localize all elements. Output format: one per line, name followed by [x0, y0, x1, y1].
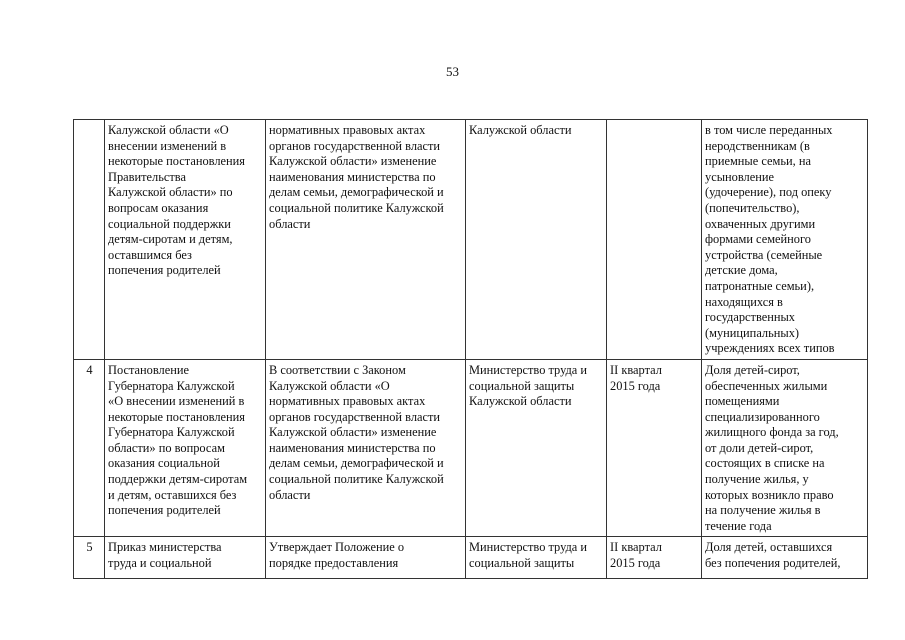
cell-line: социальной защиты — [469, 556, 575, 571]
cell-indicator — [702, 537, 868, 579]
row-number: 5 — [86, 540, 93, 555]
cell-line: «О внесении изменений в — [108, 394, 245, 409]
cell-indicator — [702, 359, 868, 537]
cell-line: Приказ министерства — [108, 540, 222, 555]
table-row — [74, 537, 868, 579]
cell-line: Губернатора Калужской — [108, 378, 235, 393]
cell-executor — [466, 537, 607, 579]
cell-number — [74, 120, 105, 360]
cell-line: усыновление — [705, 169, 774, 184]
cell-line: органов государственной власти — [269, 409, 441, 424]
cell-line: II квартал — [610, 540, 662, 555]
cell-line: нормативных правовых актах — [269, 394, 426, 409]
cell-line: Калужской области «О — [108, 123, 229, 137]
cell-line: социальной политике Калужской — [269, 200, 444, 215]
cell-line: делам семьи, демографической и — [269, 456, 444, 471]
table-row — [74, 120, 868, 360]
cell-line: получение жилья, у — [705, 472, 809, 487]
cell-line: (удочерение), под опеку — [705, 185, 832, 200]
cell-line: некоторые постановления — [108, 154, 245, 169]
cell-line: (попечительство), — [705, 200, 800, 215]
cell-line: на получение жилья в — [705, 503, 821, 518]
cell-line: детские дома, — [705, 263, 778, 278]
cell-act-title — [105, 359, 266, 537]
cell-line: органов государственной власти — [269, 138, 441, 153]
cell-line: В соответствии с Законом — [269, 362, 406, 377]
cell-number — [74, 537, 105, 579]
cell-line: 2015 года — [610, 378, 661, 393]
cell-line: Министерство труда и — [469, 362, 588, 377]
cell-line: внесении изменений в — [108, 138, 227, 153]
cell-line: наименования министерства по — [269, 440, 436, 455]
cell-line: Постановление — [108, 362, 189, 377]
cell-line: в том числе переданных — [705, 123, 833, 137]
cell-line: Калужской области» изменение — [269, 425, 437, 440]
cell-line: поддержки детям-сиротам — [108, 472, 248, 487]
cell-line: и детям, оставшихся без — [108, 487, 237, 502]
cell-executor — [466, 120, 607, 360]
cell-line: без попечения родителей, — [705, 556, 841, 571]
cell-line: II квартал — [610, 362, 662, 377]
cell-term — [607, 359, 702, 537]
cell-line: государственных — [705, 310, 796, 325]
cell-line: течение года — [705, 518, 772, 533]
cell-line: от доли детей-сирот, — [705, 440, 814, 455]
cell-term — [607, 537, 702, 579]
cell-line: области» по вопросам — [108, 440, 225, 455]
cell-line: неродственникам (в — [705, 138, 810, 153]
cell-line: помещениями — [705, 394, 780, 409]
cell-line: социальной защиты — [469, 378, 575, 393]
cell-line: нормативных правовых актах — [269, 123, 426, 137]
cell-line: учреждениях всех типов — [705, 341, 835, 356]
cell-line: Доля детей, оставшихся — [705, 540, 833, 555]
cell-line: некоторые постановления — [108, 409, 245, 424]
cell-line: попечения родителей — [108, 263, 221, 278]
cell-line: Калужской области — [469, 123, 572, 137]
cell-line: Калужской области — [469, 394, 572, 409]
cell-line: формами семейного — [705, 232, 811, 247]
cell-line: 2015 года — [610, 556, 661, 571]
table-row — [74, 359, 868, 537]
cell-line: жилищного фонда за год, — [705, 425, 839, 440]
row-number: 4 — [86, 362, 93, 377]
cell-line: специализированного — [705, 409, 820, 424]
cell-basis — [266, 120, 466, 360]
cell-line: находящихся в — [705, 294, 783, 309]
cell-line: устройства (семейные — [705, 247, 823, 262]
cell-line: Калужской области» изменение — [269, 154, 437, 169]
cell-line: труда и социальной — [108, 556, 212, 571]
cell-line: области — [269, 216, 311, 231]
cell-line: Калужской области «О — [269, 378, 390, 393]
cell-line: порядке предоставления — [269, 556, 399, 571]
cell-line: состоящих в списке на — [705, 456, 825, 471]
cell-line: Доля детей-сирот, — [705, 362, 800, 377]
cell-act-title — [105, 120, 266, 360]
cell-basis — [266, 537, 466, 579]
cell-line: которых возникло право — [705, 487, 834, 502]
cell-line: Губернатора Калужской — [108, 425, 235, 440]
cell-line: детям-сиротам и детям, — [108, 232, 233, 247]
cell-number — [74, 359, 105, 537]
cell-line: попечения родителей — [108, 503, 221, 518]
cell-line: патронатные семьи), — [705, 278, 815, 293]
cell-line: охваченных другими — [705, 216, 816, 231]
cell-line: оставшимся без — [108, 247, 192, 262]
cell-line: Утверждает Положение о — [269, 540, 405, 555]
cell-executor — [466, 359, 607, 537]
cell-line: обеспеченных жилыми — [705, 378, 828, 393]
cell-line: Министерство труда и — [469, 540, 588, 555]
page-number: 53 — [446, 64, 459, 79]
cell-indicator — [702, 120, 868, 360]
measures-table — [73, 119, 868, 579]
cell-line: (муниципальных) — [705, 325, 800, 340]
cell-line: оказания социальной — [108, 456, 220, 471]
cell-line: наименования министерства по — [269, 169, 436, 184]
cell-line: делам семьи, демографической и — [269, 185, 444, 200]
cell-line: Правительства — [108, 169, 186, 184]
cell-line: социальной политике Калужской — [269, 472, 444, 487]
cell-line: области — [269, 487, 311, 502]
cell-line: приемные семьи, на — [705, 154, 811, 169]
cell-line: Калужской области» по — [108, 185, 233, 200]
cell-term — [607, 120, 702, 360]
cell-line: вопросам оказания — [108, 200, 209, 215]
cell-basis — [266, 359, 466, 537]
cell-act-title — [105, 537, 266, 579]
cell-line: социальной поддержки — [108, 216, 231, 231]
